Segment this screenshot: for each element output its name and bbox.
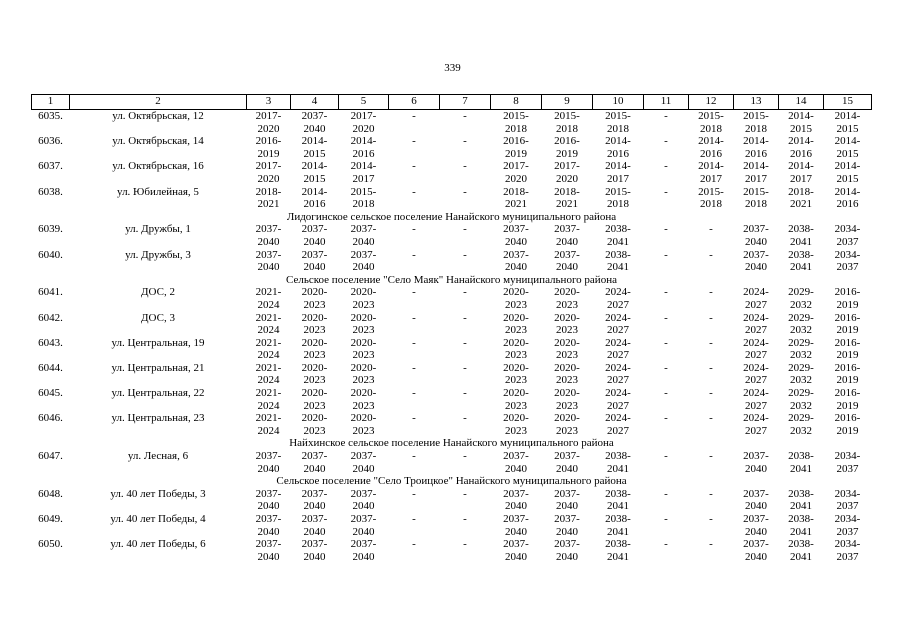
section-heading: Найхинское сельское поселение Нанайского муниципального района: [289, 437, 614, 450]
year-range-cell: 2038- 2041: [788, 223, 814, 248]
year-range-cell: 2034- 2037: [834, 513, 861, 538]
year-range-cell: 2037- 2040: [743, 538, 769, 563]
year-range-cell: 2024- 2027: [743, 412, 769, 437]
year-range-cell: -: [709, 450, 713, 463]
year-range-cell: 2037- 2040: [503, 538, 529, 563]
year-range-cell: 2038- 2041: [605, 248, 631, 274]
year-range-cell: -: [463, 361, 467, 374]
year-range-cell: 2020- 2023: [554, 311, 580, 337]
address-cell: ул. Центральная, 23: [111, 412, 205, 425]
year-range-cell: 2038- 2041: [605, 487, 631, 513]
year-range-cell: 2014- 2015: [834, 160, 861, 185]
table-row: [32, 450, 872, 475]
row-number: 6036.: [38, 135, 63, 148]
section-heading-row: [32, 437, 872, 450]
year-range-cell: 2020- 2023: [301, 311, 328, 337]
year-range-cell: 2024- 2027: [605, 336, 631, 362]
year-range-cell: 2024- 2027: [743, 387, 769, 412]
address-cell: ул. Центральная, 22: [111, 387, 205, 400]
year-range-cell: 2014- 2016: [605, 135, 631, 160]
register-body: [32, 110, 872, 564]
year-range-cell: -: [664, 223, 668, 236]
year-range-cell: 2037- 2040: [350, 450, 377, 475]
table-row: [32, 513, 872, 538]
year-range-cell: 2037- 2040: [554, 513, 580, 538]
section-heading: Сельское поселение "Село Троицкое" Нанайского муниципального района: [276, 475, 627, 488]
year-range-cell: -: [664, 513, 668, 525]
year-range-cell: -: [463, 387, 467, 400]
address-cell: ул. Центральная, 19: [111, 336, 205, 349]
year-range-cell: 2021- 2024: [255, 387, 282, 412]
year-range-cell: -: [709, 336, 713, 349]
table-row: [32, 186, 872, 211]
year-range-cell: 2015- 2018: [743, 110, 769, 135]
year-range-cell: 2024- 2027: [743, 361, 769, 387]
address-cell: ул. 40 лет Победы, 6: [110, 538, 206, 551]
row-number: 6035.: [38, 110, 63, 122]
year-range-cell: 2015- 2018: [605, 110, 631, 135]
year-range-cell: -: [664, 286, 668, 299]
year-range-cell: 2020- 2023: [301, 412, 328, 437]
year-range-cell: 2016- 2019: [834, 387, 861, 412]
year-range-cell: 2020- 2023: [301, 286, 328, 311]
section-heading: Лидогинское сельское поселение Нанайского муниципального района: [286, 210, 617, 223]
year-range-cell: 2017- 2020: [554, 160, 580, 185]
row-number: 6040.: [38, 248, 63, 261]
year-range-cell: 2024- 2027: [605, 311, 631, 337]
year-range-cell: -: [709, 538, 713, 551]
year-range-cell: 2020- 2023: [350, 311, 377, 337]
year-range-cell: 2037- 2040: [554, 487, 580, 513]
year-range-cell: 2037- 2040: [350, 248, 377, 274]
year-range-cell: 2021- 2024: [255, 286, 282, 311]
year-range-cell: 2014- 2016: [743, 135, 769, 160]
address-cell: ул. Октябрьская, 16: [112, 160, 204, 173]
year-range-cell: -: [463, 538, 467, 551]
year-range-cell: -: [463, 248, 467, 261]
year-range-cell: 2037- 2040: [301, 538, 328, 563]
year-range-cell: 2020- 2023: [503, 387, 529, 412]
row-number: 6038.: [38, 185, 63, 198]
table-row: [32, 286, 872, 311]
year-range-cell: -: [463, 450, 467, 463]
year-range-cell: -: [664, 135, 668, 148]
address-cell: ул. Дружбы, 1: [125, 223, 191, 236]
year-range-cell: -: [412, 538, 416, 551]
address-cell: ул. 40 лет Победы, 3: [110, 487, 206, 500]
table-row: [32, 160, 872, 185]
year-range-cell: 2034- 2037: [834, 223, 861, 248]
year-range-cell: 2038- 2041: [788, 538, 814, 563]
section-heading-row: [32, 475, 872, 488]
year-range-cell: -: [664, 160, 668, 173]
year-range-cell: -: [664, 487, 668, 500]
year-range-cell: 2021- 2024: [255, 336, 282, 362]
year-range-cell: 2038- 2041: [605, 450, 631, 475]
year-range-cell: 2029- 2032: [788, 412, 814, 437]
year-range-cell: 2016- 2019: [834, 361, 861, 387]
year-range-cell: 2037- 2040: [301, 487, 328, 513]
header-cell: 7: [440, 95, 491, 110]
register-table: [31, 94, 872, 563]
year-range-cell: 2034- 2037: [834, 487, 861, 513]
year-range-cell: 2024- 2027: [743, 336, 769, 362]
year-range-cell: -: [664, 361, 668, 374]
year-range-cell: 2037- 2040: [301, 450, 328, 475]
year-range-cell: 2038- 2041: [605, 513, 631, 538]
header-cell: 8: [491, 95, 542, 110]
year-range-cell: 2020- 2023: [350, 361, 377, 387]
year-range-cell: -: [709, 286, 713, 299]
year-range-cell: -: [664, 336, 668, 349]
year-range-cell: -: [463, 110, 467, 122]
year-range-cell: -: [412, 311, 416, 324]
year-range-cell: -: [709, 487, 713, 500]
year-range-cell: 2018- 2021: [554, 185, 580, 211]
row-number: 6042.: [38, 311, 63, 324]
year-range-cell: 2037- 2040: [554, 450, 580, 475]
table-row: [32, 223, 872, 248]
year-range-cell: 2029- 2032: [788, 387, 814, 412]
year-range-cell: -: [664, 110, 668, 122]
year-range-cell: 2015- 2018: [698, 110, 724, 135]
row-number: 6041.: [38, 286, 63, 299]
header-cell: 11: [644, 95, 689, 110]
year-range-cell: -: [412, 513, 416, 525]
year-range-cell: 2037- 2040: [554, 248, 580, 274]
section-heading: Сельское поселение "Село Маяк" Нанайского муниципального района: [286, 273, 617, 286]
year-range-cell: 2024- 2027: [605, 361, 631, 387]
year-range-cell: 2037- 2040: [503, 513, 529, 538]
year-range-cell: 2014- 2017: [743, 160, 769, 185]
address-cell: ул. Центральная, 21: [111, 361, 205, 374]
year-range-cell: 2038- 2041: [788, 487, 814, 513]
year-range-cell: 2037- 2040: [503, 487, 529, 513]
year-range-cell: 2015- 2018: [350, 185, 377, 211]
table-row: [32, 337, 872, 362]
year-range-cell: 2020- 2023: [350, 336, 377, 362]
year-range-cell: 2037- 2040: [301, 248, 328, 274]
row-number: 6050.: [38, 538, 63, 551]
year-range-cell: -: [709, 248, 713, 261]
year-range-cell: 2037- 2040: [503, 248, 529, 274]
year-range-cell: 2038- 2041: [788, 450, 814, 475]
year-range-cell: -: [463, 412, 467, 425]
year-range-cell: 2037- 2040: [503, 450, 529, 475]
year-range-cell: 2037- 2040: [350, 487, 377, 513]
year-range-cell: 2037- 2040: [350, 223, 377, 248]
year-range-cell: 2020- 2023: [554, 412, 580, 437]
year-range-cell: -: [463, 336, 467, 349]
year-range-cell: 2014- 2015: [788, 110, 814, 135]
address-cell: ул. Дружбы, 3: [125, 248, 191, 261]
year-range-cell: 2020- 2023: [350, 387, 377, 412]
year-range-cell: 2020- 2023: [503, 336, 529, 362]
row-number: 6044.: [38, 361, 63, 374]
year-range-cell: -: [664, 538, 668, 551]
year-range-cell: 2020- 2023: [301, 336, 328, 362]
year-range-cell: 2037- 2040: [255, 450, 282, 475]
year-range-cell: 2029- 2032: [788, 361, 814, 387]
year-range-cell: -: [463, 311, 467, 324]
year-range-cell: 2037- 2040: [255, 538, 282, 563]
year-range-cell: 2034- 2037: [834, 450, 861, 475]
address-cell: ул. Лесная, 6: [127, 450, 189, 463]
year-range-cell: 2020- 2023: [554, 387, 580, 412]
year-range-cell: 2037- 2040: [255, 487, 282, 513]
row-number: 6048.: [38, 487, 63, 500]
year-range-cell: -: [463, 513, 467, 525]
year-range-cell: 2037- 2040: [743, 487, 769, 513]
year-range-cell: 2014- 2017: [605, 160, 631, 185]
header-cell: 10: [593, 95, 644, 110]
year-range-cell: 2029- 2032: [788, 311, 814, 337]
year-range-cell: -: [463, 487, 467, 500]
year-range-cell: 2014- 2017: [788, 160, 814, 185]
year-range-cell: 2015- 2018: [503, 110, 529, 135]
year-range-cell: 2020- 2023: [554, 336, 580, 362]
year-range-cell: -: [709, 311, 713, 324]
year-range-cell: 2024- 2027: [605, 412, 631, 437]
row-number: 6043.: [38, 336, 63, 349]
header-cell: 12: [689, 95, 734, 110]
year-range-cell: 2018- 2021: [503, 185, 529, 211]
address-cell: ДОС, 2: [141, 286, 175, 299]
year-range-cell: -: [709, 361, 713, 374]
year-range-cell: 2020- 2023: [503, 286, 529, 311]
year-range-cell: 2020- 2023: [503, 361, 529, 387]
year-range-cell: 2017- 2020: [503, 160, 529, 185]
year-range-cell: 2037- 2040: [255, 248, 282, 274]
row-number: 6047.: [38, 450, 63, 463]
year-range-cell: -: [412, 487, 416, 500]
year-range-cell: -: [463, 135, 467, 148]
year-range-cell: 2018- 2021: [255, 185, 282, 211]
year-range-cell: 2020- 2023: [503, 311, 529, 337]
table-row: [32, 135, 872, 160]
year-range-cell: 2016- 2019: [834, 336, 861, 362]
section-heading-row: [32, 211, 872, 224]
year-range-cell: 2037- 2040: [301, 110, 328, 135]
year-range-cell: 2038- 2041: [605, 223, 631, 248]
year-range-cell: -: [664, 387, 668, 400]
header-cell: 4: [291, 95, 339, 110]
year-range-cell: -: [412, 223, 416, 236]
year-range-cell: 2014- 2016: [350, 135, 377, 160]
year-range-cell: -: [412, 387, 416, 400]
header-cell: 14: [779, 95, 824, 110]
year-range-cell: 2014- 2015: [834, 135, 861, 160]
row-number: 6039.: [38, 223, 63, 236]
year-range-cell: -: [463, 160, 467, 173]
year-range-cell: 2037- 2040: [743, 513, 769, 538]
table-row: [32, 362, 872, 387]
year-range-cell: 2037- 2040: [554, 538, 580, 563]
year-range-cell: 2037- 2040: [743, 450, 769, 475]
year-range-cell: 2016- 2019: [554, 135, 580, 160]
year-range-cell: 2017- 2020: [350, 110, 377, 135]
year-range-cell: 2029- 2032: [788, 336, 814, 362]
year-range-cell: 2014- 2016: [788, 135, 814, 160]
year-range-cell: -: [412, 361, 416, 374]
header-row: [32, 95, 872, 110]
year-range-cell: 2024- 2027: [743, 286, 769, 311]
year-range-cell: 2038- 2041: [605, 538, 631, 563]
year-range-cell: 2037- 2040: [301, 223, 328, 248]
year-range-cell: 2037- 2040: [301, 513, 328, 538]
year-range-cell: 2037- 2040: [350, 538, 377, 563]
year-range-cell: 2024- 2027: [743, 311, 769, 337]
year-range-cell: -: [664, 412, 668, 425]
table-row: [32, 249, 872, 274]
year-range-cell: 2014- 2015: [834, 110, 861, 135]
year-range-cell: -: [412, 110, 416, 122]
address-cell: ул. 40 лет Победы, 4: [110, 513, 206, 525]
year-range-cell: 2014- 2017: [698, 160, 724, 185]
table-row: [32, 387, 872, 412]
year-range-cell: 2016- 2019: [503, 135, 529, 160]
year-range-cell: -: [412, 412, 416, 425]
header-cell: 1: [32, 95, 70, 110]
year-range-cell: -: [664, 450, 668, 463]
table-row: [32, 488, 872, 513]
year-range-cell: 2020- 2023: [301, 387, 328, 412]
year-range-cell: 2037- 2040: [554, 223, 580, 248]
year-range-cell: 2037- 2040: [255, 223, 282, 248]
year-range-cell: -: [412, 450, 416, 463]
year-range-cell: 2015- 2018: [698, 185, 724, 211]
address-cell: ДОС, 3: [141, 311, 175, 324]
year-range-cell: 2014- 2017: [350, 160, 377, 185]
year-range-cell: 2018- 2021: [788, 185, 814, 211]
year-range-cell: -: [412, 135, 416, 148]
year-range-cell: 2017- 2020: [255, 110, 282, 135]
row-number: 6046.: [38, 412, 63, 425]
year-range-cell: 2024- 2027: [605, 286, 631, 311]
year-range-cell: 2037- 2040: [743, 223, 769, 248]
year-range-cell: -: [664, 311, 668, 324]
table-row: [32, 110, 872, 136]
year-range-cell: -: [709, 513, 713, 525]
year-range-cell: 2016- 2019: [834, 286, 861, 311]
header-cell: 15: [824, 95, 872, 110]
row-number: 6049.: [38, 513, 63, 525]
year-range-cell: -: [463, 223, 467, 236]
year-range-cell: 2021- 2024: [255, 361, 282, 387]
year-range-cell: 2037- 2040: [503, 223, 529, 248]
year-range-cell: 2017- 2020: [255, 160, 282, 185]
year-range-cell: -: [412, 185, 416, 198]
year-range-cell: 2038- 2041: [788, 248, 814, 274]
section-heading-row: [32, 274, 872, 287]
table-row: [32, 412, 872, 437]
row-number: 6037.: [38, 160, 63, 173]
header-cell: 5: [339, 95, 389, 110]
header-cell: 6: [389, 95, 440, 110]
year-range-cell: 2016- 2019: [255, 135, 282, 160]
year-range-cell: 2024- 2027: [605, 387, 631, 412]
year-range-cell: -: [664, 185, 668, 198]
year-range-cell: -: [412, 336, 416, 349]
year-range-cell: 2021- 2024: [255, 311, 282, 337]
year-range-cell: 2034- 2037: [834, 538, 861, 563]
year-range-cell: 2016- 2019: [834, 311, 861, 337]
year-range-cell: 2015- 2018: [743, 185, 769, 211]
row-number: 6045.: [38, 387, 63, 400]
year-range-cell: 2014- 2016: [698, 135, 724, 160]
table-row: [32, 312, 872, 337]
year-range-cell: 2020- 2023: [350, 286, 377, 311]
year-range-cell: -: [664, 248, 668, 261]
address-cell: ул. Октябрьская, 14: [112, 135, 204, 148]
year-range-cell: -: [709, 412, 713, 425]
address-cell: ул. Октябрьская, 12: [112, 110, 204, 122]
year-range-cell: 2037- 2040: [743, 248, 769, 274]
header-cell: 2: [70, 95, 247, 110]
year-range-cell: 2020- 2023: [554, 361, 580, 387]
page-number: 339: [444, 62, 461, 74]
year-range-cell: 2037- 2040: [255, 513, 282, 538]
year-range-cell: 2015- 2018: [605, 185, 631, 211]
year-range-cell: -: [412, 286, 416, 299]
year-range-cell: -: [412, 248, 416, 261]
address-cell: ул. Юбилейная, 5: [117, 185, 199, 198]
year-range-cell: 2014- 2016: [301, 185, 328, 211]
year-range-cell: 2014- 2015: [301, 135, 328, 160]
year-range-cell: -: [463, 185, 467, 198]
year-range-cell: 2016- 2019: [834, 412, 861, 437]
header-cell: 13: [734, 95, 779, 110]
year-range-cell: -: [709, 387, 713, 400]
year-range-cell: 2014- 2016: [834, 185, 861, 211]
header-cell: 9: [542, 95, 593, 110]
year-range-cell: -: [709, 223, 713, 236]
year-range-cell: 2020- 2023: [503, 412, 529, 437]
year-range-cell: 2038- 2041: [788, 513, 814, 538]
year-range-cell: 2021- 2024: [255, 412, 282, 437]
year-range-cell: -: [463, 286, 467, 299]
year-range-cell: 2029- 2032: [788, 286, 814, 311]
header-cell: 3: [247, 95, 291, 110]
year-range-cell: 2014- 2015: [301, 160, 328, 185]
year-range-cell: 2020- 2023: [350, 412, 377, 437]
year-range-cell: -: [412, 160, 416, 173]
table-row: [32, 538, 872, 563]
year-range-cell: 2015- 2018: [554, 110, 580, 135]
year-range-cell: 2037- 2040: [350, 513, 377, 538]
year-range-cell: 2020- 2023: [554, 286, 580, 311]
year-range-cell: 2034- 2037: [834, 248, 861, 274]
year-range-cell: 2020- 2023: [301, 361, 328, 387]
